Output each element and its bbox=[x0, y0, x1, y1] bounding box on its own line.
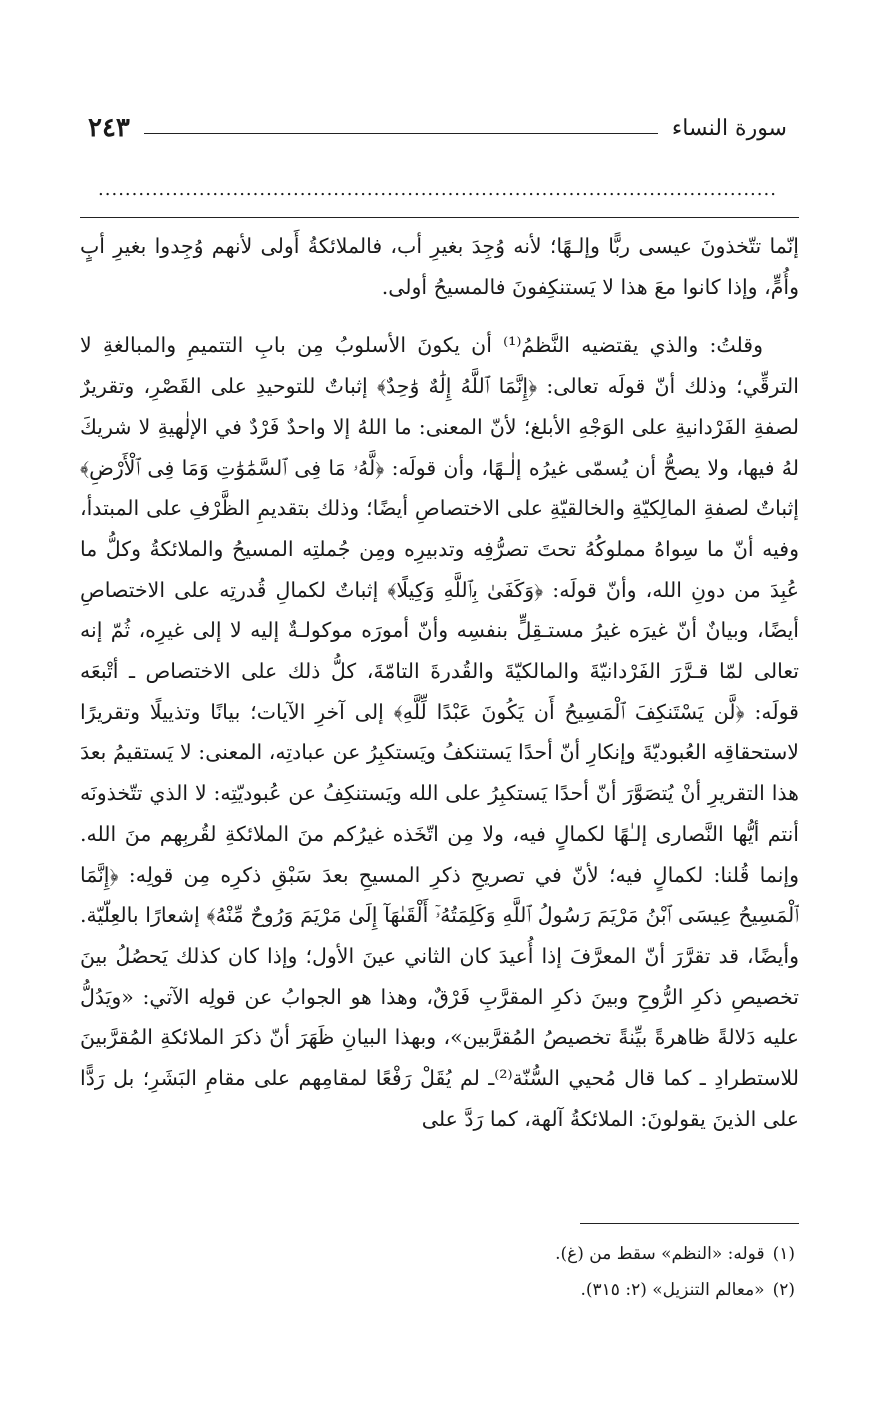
footnote-1 bbox=[80, 1238, 795, 1270]
footnote-rule bbox=[580, 1223, 799, 1224]
paragraph-2: وقلتُ: والذي يقتضيه النَّظمُ⁽¹⁾ أن يكونَ الأسلوبُ مِن بابِ التتميمِ والمبالغةِ لا الترقِّي؛ وذلك أنّ قولَه تعالى: ﴿إِنَّمَا ٱللَّهُ إِلَٰهٌ وَٰحِدٌ﴾ إثباتٌ للتوحيدِ على القَصْرِ، وتقريرٌ لصفةِ الفَرْدانيةِ على الوَجْهِ الأبلغ؛ لأنّ المعنى: ما اللهُ إلا واحدٌ فَرْدٌ في الإلٰهيةِ لا شريكَ لهُ فيها، ولا يصحُّ أن يُسمّى غيرُه إلٰـهًا، وأن قولَه: ﴿لَّهُۥ مَا فِى ٱلسَّمَٰوَٰتِ وَمَا فِى ٱلْأَرْضِ﴾ إثباتٌ لصفةِ المالِكيّةِ والخالقيّةِ على الاختصاصِ أيضًا؛ وذلك بتقديمِ الظَّرْفِ على المبتدأ، وفيه أنّ ما سِواهُ مملوكُهُ تحتَ تصرُّفِه وتدبيرِه ومِن جُملتِه المسيحُ والملائكةُ وكلُّ ما عُبِدَ من دونِ الله، وأنّ قولَه: ﴿وَكَفَىٰ بِٱللَّهِ وَكِيلًا﴾ إثباتٌ لكمالِ قُدرتِه على الاختصاصِ أيضًا، وبيانٌ أنّ غيرَه غيرُ مستـقِلٍّ بنفسِه وأنّ أمورَه موكولـةٌ إليه لا إلى غيرِه، ثُمّ إنه تعالى لمّا قـرَّرَ الفَرْدانيّةَ والمالكيّةَ والقُدرةَ التامّةَ، كلُّ ذلك على الاختصاص ـ أتْبعَه قولَه: ﴿لَّن يَسْتَنكِفَ ٱلْمَسِيحُ أَن يَكُونَ عَبْدًا لِّلَّهِ﴾ إلى آخرِ الآيات؛ بيانًا وتذييلًا وتقريرًا لاستحقاقِه العُبوديّةَ وإنكارِ أنّ أحدًا يَستنكفُ ويَستكبِرُ عن عبادتِه، المعنى: لا يَستقيمُ بعدَ هذا التقريرِ أنْ يُتصَوَّرَ أنّ أحدًا يَستكبِرُ على الله ويَستنكِفُ عن عُبوديّتِه: لا الذي تتّخذونَه أنتم أيُّها النَّصارى إلـٰهًا لكمالٍ فيه، ولا مِن اتّخَذه غيرُكم منَ الملائكةِ لقُربِهم منَ الله. وإنما قُلنا: لكمالٍ فيه؛ لأنّ في تصريحِ ذكرِ المسيحِ بعدَ سَبْقِ ذكرِه مِن قولِه: ﴿إِنَّمَا ٱلْمَسِيحُ عِيسَى ٱبْنُ مَرْيَمَ رَسُولُ ٱللَّهِ وَكَلِمَتُهُۥٓ أَلْقَىٰهَآ إِلَىٰ مَرْيَمَ وَرُوحٌ مِّنْهُ﴾ إشعارًا بالعِلّيّة. وأيضًا، قد تقرَّرَ أنّ المعرَّفَ إذا أُعيدَ كان الثاني عينَ الأول؛ وإذا كان كذلك يَحصُلُ بينَ تخصيصِ ذكرِ الرُّوحِ وبينَ ذكرِ المقرَّبِ فَرْقٌ، وهذا هو الجوابُ عن قولِه الآتي: «ويَدُلُّ عليه دَلالةً ظاهرةً بيِّنةً تخصيصُ المُقرَّبين»، وبهذا البيانِ ظَهَرَ أنّ ذكرَ الملائكةِ المُقرَّبينَ للاستطرادِ ـ كما قال مُحيي السُّنّة⁽²⁾ـ لم يُقَلْ رَفْعًا لمقامِهم على مقامِ البَشَرِ؛ بل رَدًّا على الذينَ يقولونَ: الملائكةُ آلهة، كما رَدَّ على bbox=[80, 333, 799, 1131]
footnote-text: قوله: «النظم» سقط من (غ). bbox=[555, 1244, 765, 1264]
footnote-number: (٢) bbox=[772, 1280, 795, 1300]
dotted-line: ..................................................................................................... bbox=[98, 180, 777, 200]
top-rule bbox=[80, 217, 799, 218]
footnote-2 bbox=[80, 1274, 795, 1306]
footnote-text: «معالم التنزيل» (٢: ٣١٥). bbox=[580, 1280, 765, 1300]
paragraph-1: إنّما تتّخذونَ عيسى ربًّا وإلـهًا؛ لأنه وُجِدَ بغيرِ أب، فالملائكةُ أَولى لأنهم وُجِدوا بغيرِ أبٍ وأُمٍّ، وإذا كانوا معَ هذا لا يَستنكِفونَ فالمسيحُ أولى. bbox=[80, 234, 799, 299]
footnote-number: (١) bbox=[772, 1244, 795, 1264]
page-number: ٢٤٣ bbox=[88, 113, 130, 143]
surah-title: سورة النساء bbox=[671, 115, 787, 141]
page-header bbox=[88, 108, 787, 148]
footnotes bbox=[80, 1238, 795, 1310]
header-rule bbox=[144, 133, 658, 134]
body-text bbox=[80, 226, 799, 1206]
